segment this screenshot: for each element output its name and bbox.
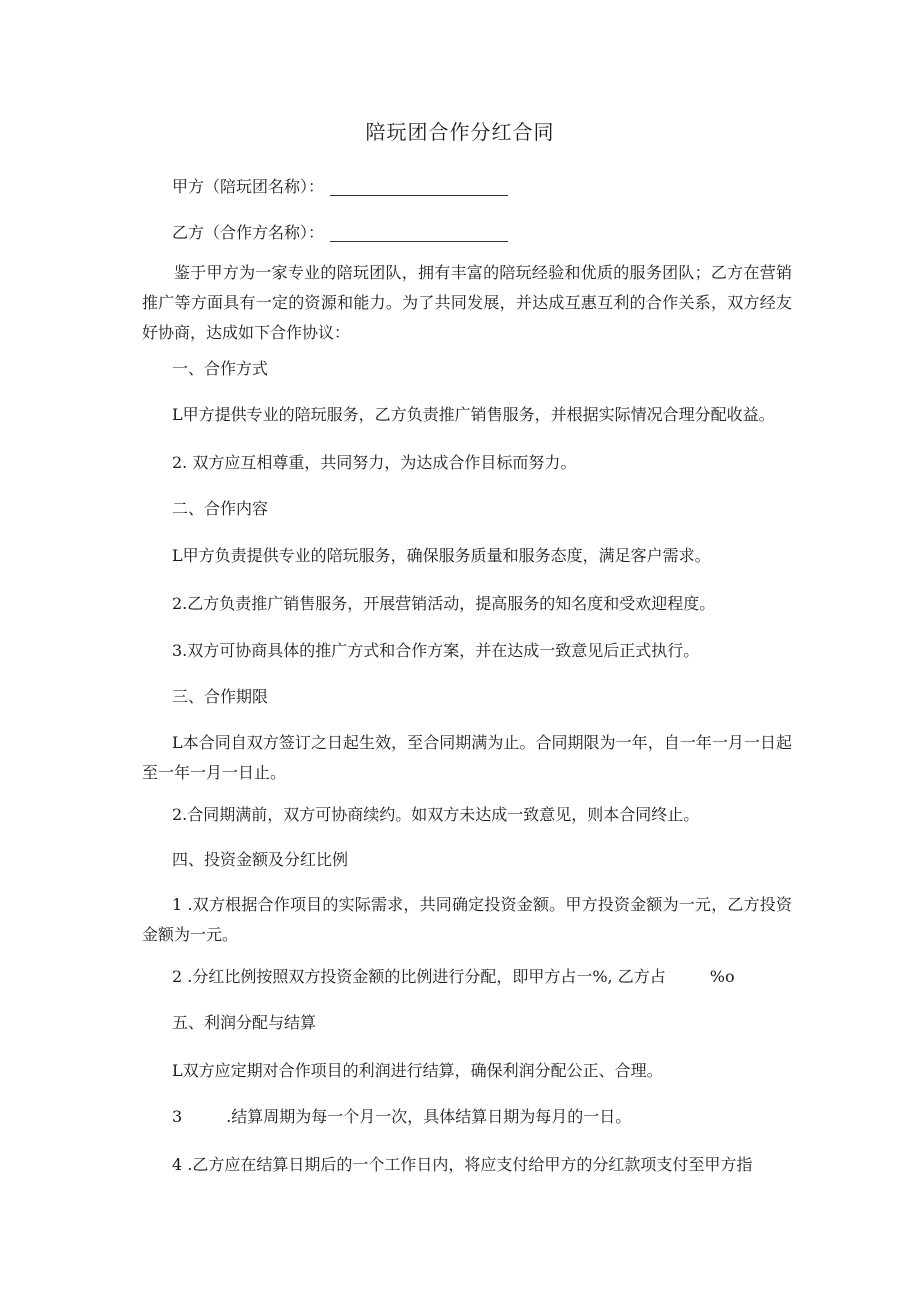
clause-item: L甲方提供专业的陪玩服务，乙方负责推广销售服务，并根据实际情况合理分配收益。 [172, 405, 775, 424]
clause-item: 3.双方可协商具体的推广方式和合作方案，并在达成一致意见后正式执行。 [172, 641, 700, 660]
preamble-paragraph: 鉴于甲方为一家专业的陪玩团队，拥有丰富的陪玩经验和优质的服务团队；乙方在营销推广等方面具有一定的资源和能力。为了共同发展，并达成互惠互利的合作关系，双方经友好协商，达成如下合作协议： [142, 263, 792, 342]
clause-item: 2. 双方应互相尊重，共同努力，为达成合作目标而努力。 [172, 453, 577, 472]
section-heading: 二、合作内容 [172, 499, 269, 518]
section-heading: 三、合作期限 [172, 687, 269, 706]
section-heading: 一、合作方式 [172, 359, 269, 378]
clause-item-ratio [172, 962, 792, 992]
clause-item: L本合同自双方签订之日起生效，至合同期满为止。合同期限为一年，自一年一月一日起至一年一月一日止。 [142, 733, 792, 782]
clause-text: 2 .分红比例按照双方投资金额的比例进行分配，即甲方占一%, 乙方占 [172, 967, 666, 986]
percent-sign: %o [709, 967, 735, 986]
clause-item: 2.乙方负责推广销售服务，开展营销活动，提高服务的知名度和受欢迎程度。 [172, 594, 716, 613]
clause-item-settlement [172, 1102, 792, 1132]
party-b-label: 乙方（合作方名称）： [172, 223, 325, 242]
clause-item: 4 .乙方应在结算日期后的一个工作日内，将应支付给甲方的分红款项支付至甲方指 [172, 1155, 753, 1174]
party-b-blank [330, 223, 508, 242]
clause-item: L双方应定期对合作项目的利润进行结算，确保利润分配公正、合理。 [172, 1061, 663, 1080]
clause-number: 3 [172, 1107, 183, 1126]
party-a-line [172, 172, 792, 202]
section-heading: 四、投资金额及分红比例 [172, 850, 349, 869]
clause-item: 2.合同期满前，双方可协商续约。如双方未达成一致意见，则本合同终止。 [172, 805, 700, 824]
party-a-blank [330, 177, 508, 196]
document-title: 陪玩团合作分红合同 [365, 120, 555, 144]
clause-text: .结算周期为每一个月一次，具体结算日期为每月的一日。 [226, 1107, 632, 1126]
clause-item: L甲方负责提供专业的陪玩服务，确保服务质量和服务态度，满足客户需求。 [172, 546, 711, 565]
section-heading: 五、利润分配与结算 [172, 1013, 317, 1032]
party-a-label: 甲方（陪玩团名称）： [172, 177, 325, 196]
clause-item: 1 .双方根据合作项目的实际需求，共同确定投资金额。甲方投资金额为一元，乙方投资金额为一元。 [142, 895, 792, 944]
party-b-line [172, 218, 792, 248]
